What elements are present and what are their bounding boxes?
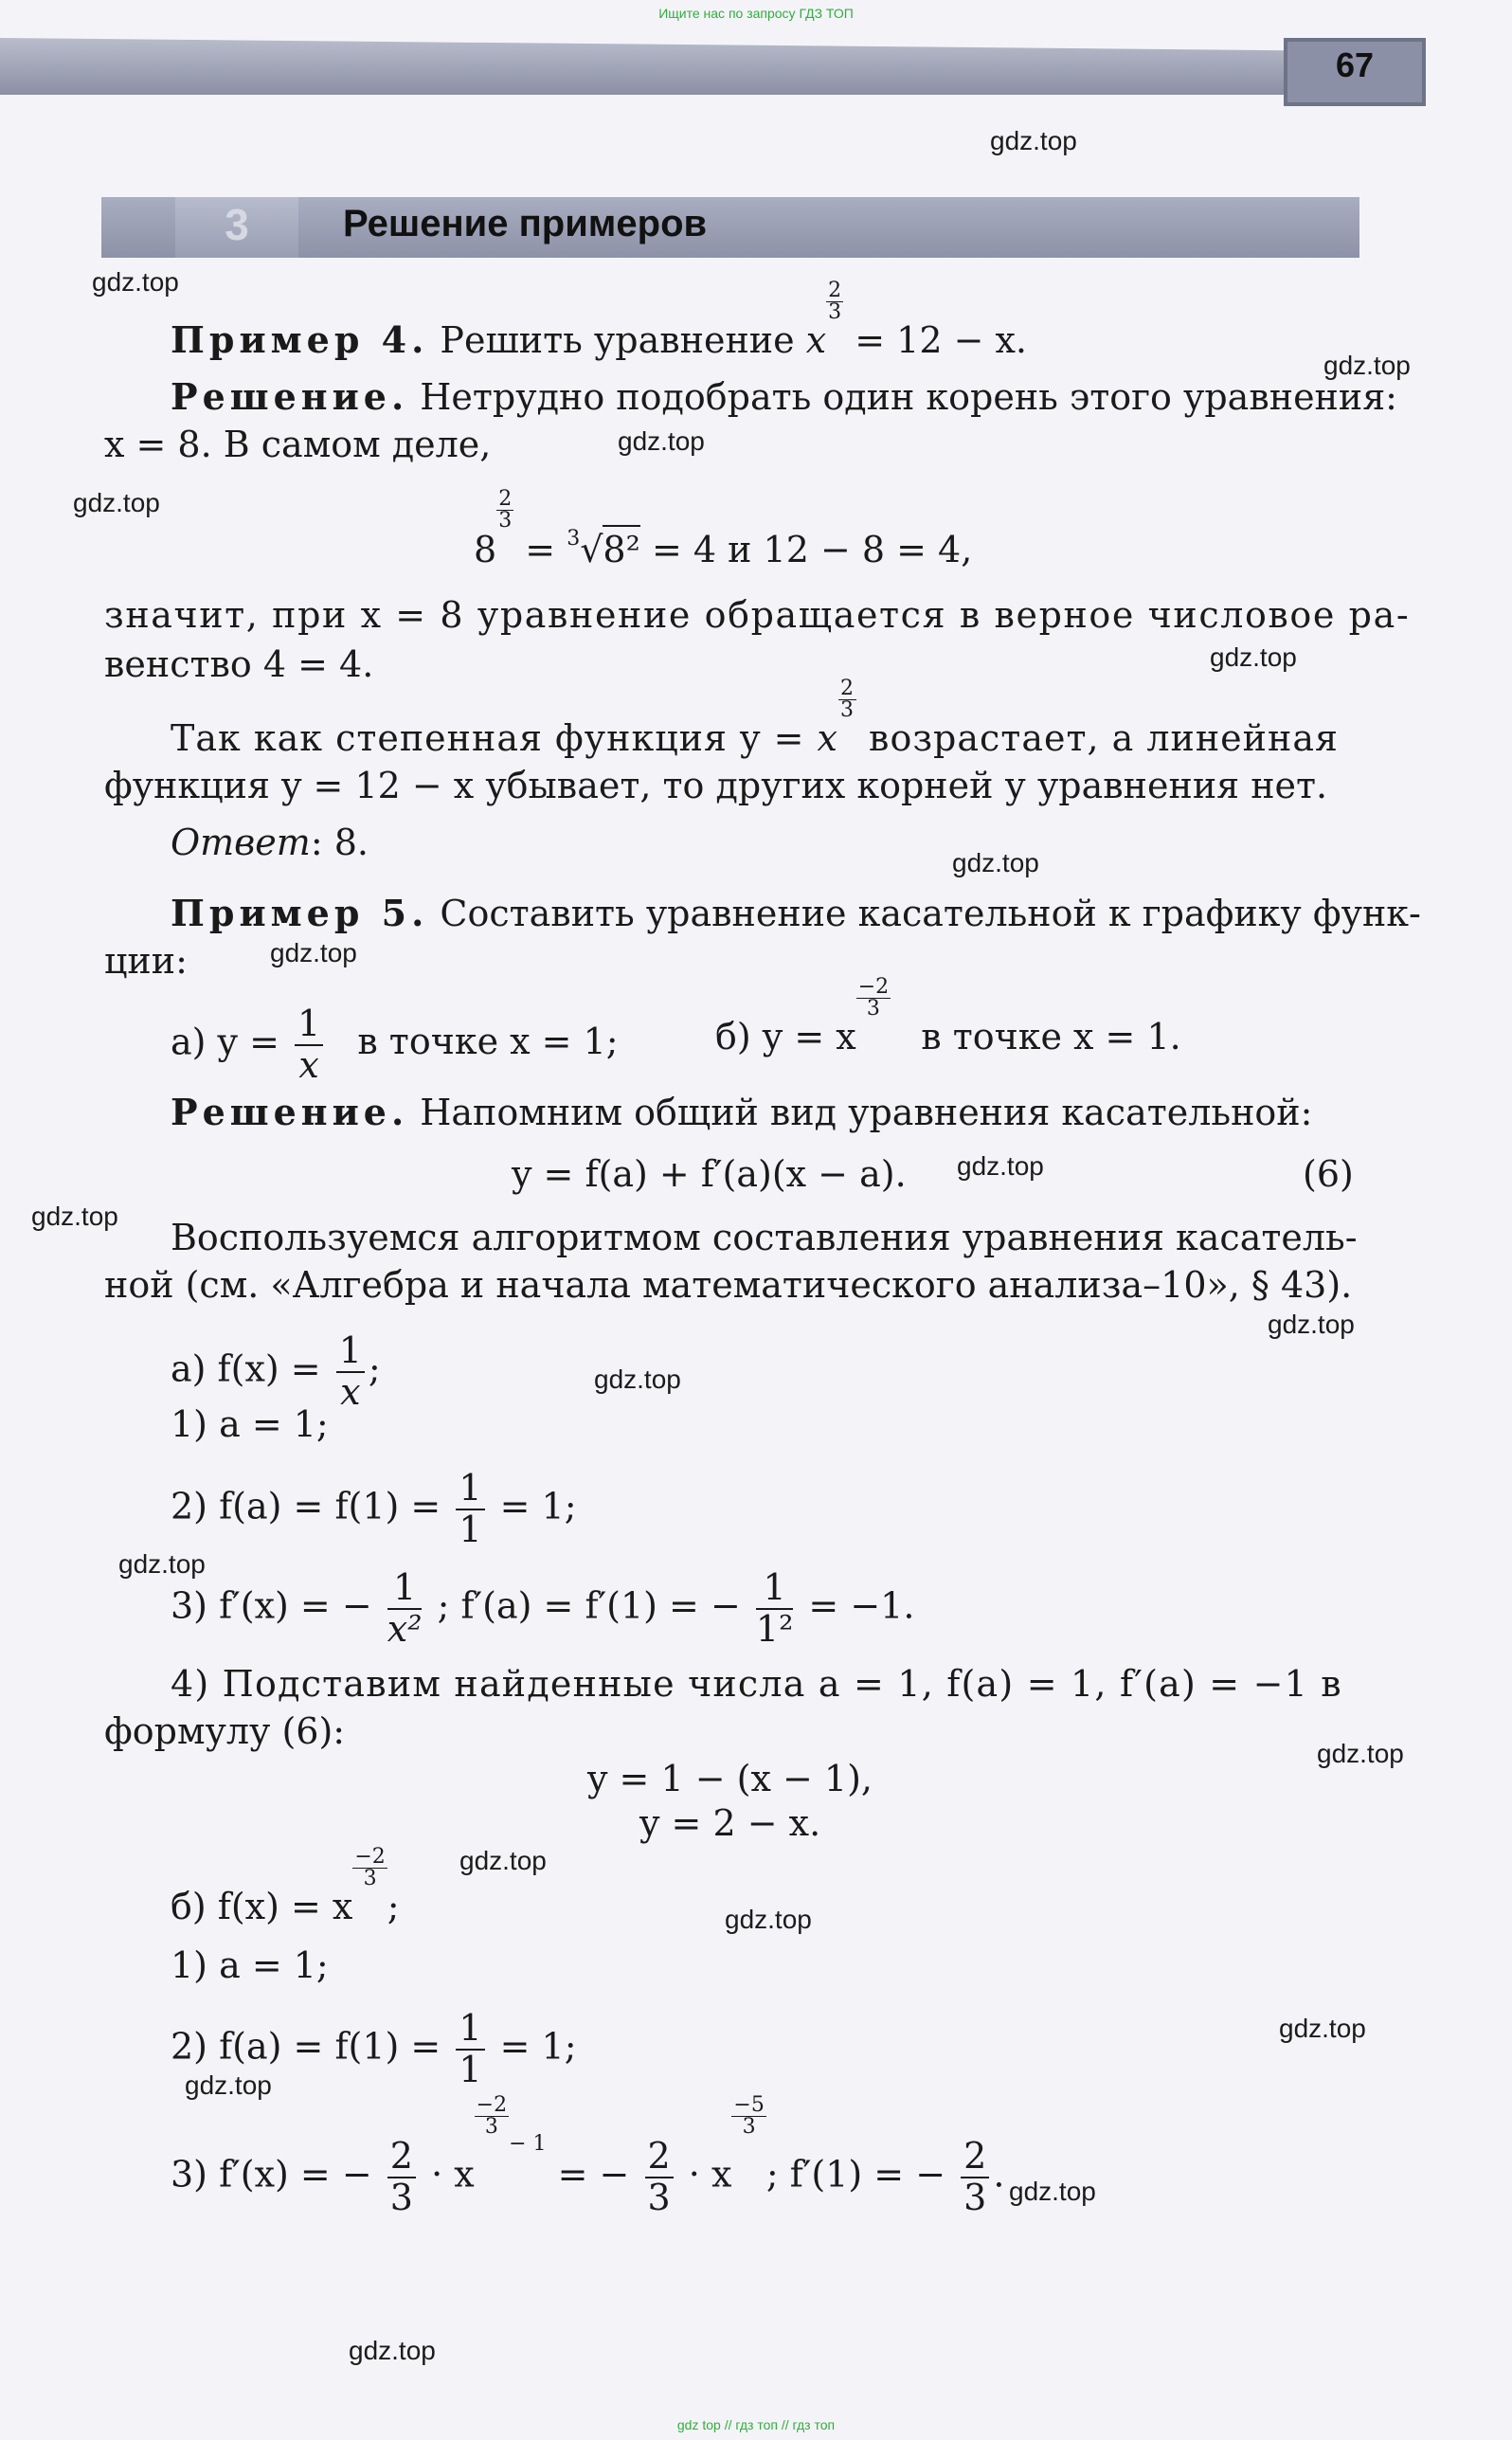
answer-label: Ответ: [171, 822, 311, 863]
radicand: 8²: [603, 525, 639, 570]
watermark: gdz.top: [725, 1905, 812, 1934]
example-4-label: Пример 4.: [171, 318, 429, 361]
case-a-result-1: y = 1 − (x − 1),: [587, 1758, 873, 1799]
tangent-formula: y = f(a) + f′(a)(x − a).: [512, 1153, 907, 1195]
example-5-task-2: ции:: [104, 940, 188, 982]
exponent-two-thirds: $\frac{2}{3}$: [828, 279, 842, 324]
watermark: gdz.top: [459, 1846, 547, 1875]
example-5-statement: [171, 892, 1421, 934]
watermark: gdz.top: [1210, 642, 1297, 672]
solution-label: Решение.: [171, 375, 409, 418]
solution-4-text-6: функция y = 12 − x убывает, то других корней у уравнения нет.: [104, 765, 1328, 806]
watermark: gdz.top: [990, 126, 1077, 155]
solution-4-text-3: значит, при x = 8 уравнение обращается в верное числовое ра-: [104, 594, 1411, 636]
solution-4-text-5: Так как степенная функция y = x $\frac{2}{3}$ возрастает, а линейная: [171, 677, 1339, 759]
exponent-neg-two-thirds-minus-one: $\frac{-2}{3}$: [476, 2093, 508, 2139]
watermark: gdz.top: [1279, 2014, 1366, 2043]
page-number: 67: [1335, 45, 1375, 84]
example-4-statement: [171, 279, 1027, 365]
watermark: gdz.top: [73, 488, 160, 517]
example-5-label: Пример 5.: [171, 892, 429, 934]
header-band: [0, 38, 1288, 95]
answer: [171, 822, 369, 863]
solution-4-eq-rest: = 4 и 12 − 8 = 4,: [651, 529, 973, 570]
fraction-one-over-x: $\frac{1}{x}$: [295, 1004, 323, 1086]
watermark: gdz.top: [1317, 1739, 1404, 1768]
example-5-task-1: Составить уравнение касательной к графику функ-: [440, 893, 1421, 934]
top-note: Ищите нас по запросу ГДЗ ТОП: [658, 6, 854, 21]
exponent-two-thirds: $\frac{2}{3}$: [839, 677, 855, 722]
watermark: gdz.top: [1323, 351, 1411, 380]
case-b-step-2: 2) f(a) = f(1) = $\frac{1}{1}$ = 1;: [171, 2007, 577, 2090]
base-eight: 8: [474, 529, 497, 570]
solution-4-text-4: венство 4 = 4.: [104, 643, 374, 685]
solution-4-text-2: x = 8. В самом деле,: [104, 424, 492, 465]
watermark: gdz.top: [92, 267, 179, 297]
solution-4-equation: 8 $\frac{2}{3}$ = $^3$√8² = 4 и 12 − 8 = 4,: [474, 487, 973, 570]
watermark: gdz.top: [957, 1151, 1044, 1181]
watermark: gdz.top: [1268, 1310, 1355, 1339]
watermark: gdz.top: [618, 426, 705, 456]
watermark: gdz.top: [1009, 2177, 1096, 2206]
watermark: gdz.top: [185, 2070, 272, 2100]
watermark: gdz.top: [270, 938, 357, 967]
example-5-b: б) y = x $\frac{-2}{3}$ в точке x = 1.: [715, 975, 1181, 1057]
case-a-step-4-line-2: формулу (6):: [104, 1710, 346, 1752]
watermark: gdz.top: [952, 848, 1039, 877]
example-4-task: Решить уравнение: [440, 319, 795, 361]
exponent-neg-two-thirds: $\frac{-2}{3}$: [857, 975, 890, 1021]
case-a-step-4-line-1: 4) Подставим найденные числа a = 1, f(a) = 1, f′(a) = −1 в: [171, 1663, 1342, 1705]
example-4-rhs: = 12 − x.: [855, 319, 1027, 361]
algorithm-text-1: Воспользуемся алгоритмом составления уравнения касатель-: [171, 1217, 1358, 1258]
exponent-neg-five-thirds: $\frac{-5}{3}$: [733, 2093, 765, 2139]
case-a-step-2: 2) f(a) = f(1) = $\frac{1}{1}$ = 1;: [171, 1467, 577, 1550]
algorithm-text-2: ной (см. «Алгебра и начала математического анализа–10», § 43).: [104, 1264, 1353, 1306]
watermark: gdz.top: [31, 1202, 118, 1231]
solution-4-line-1: [171, 375, 1397, 418]
case-b-step-3: 3) f′(x) = − $\frac{2}{3}$ · x $\frac{-2}{3}$ $^{- 1}$ = − $\frac{2}{3}$ · x $\frac{-5}{3}$ ; f′(1) = − $\frac{2}{3}$ .: [171, 2093, 1005, 2218]
tangent-formula-number: (6): [1303, 1153, 1354, 1195]
bottom-note: gdz top // гдз топ // гдз топ: [676, 2417, 836, 2432]
var-x: x: [805, 319, 827, 361]
watermark: gdz.top: [118, 1549, 206, 1579]
case-a-step-1: 1) a = 1;: [171, 1403, 329, 1445]
exponent-two-thirds: $\frac{2}{3}$: [498, 487, 513, 533]
case-a-step-3: 3) f′(x) = − $\frac{1}{\text{x²}}$ ; f′(a) = f′(1) = − $\frac{1}{\text{1²}}$ = −1.: [171, 1566, 915, 1650]
example-5-a: а) y = $\frac{1}{x}$ в точке x = 1;: [171, 1003, 619, 1086]
watermark: gdz.top: [349, 2336, 436, 2365]
solution-5-line-1: Решение. Напомним общий вид уравнения касательной:: [171, 1091, 1313, 1133]
watermark: gdz.top: [594, 1365, 681, 1394]
exponent-neg-two-thirds: $\frac{-2}{3}$: [354, 1845, 386, 1890]
section-title: Решение примеров: [343, 203, 708, 244]
answer-value: : 8.: [310, 822, 369, 863]
solution-4-text-1: Нетрудно подобрать один корень этого уравнения:: [420, 376, 1397, 418]
case-a-function: а) f(x) = $\frac{1}{x}$ ;: [171, 1329, 381, 1413]
section-number: 3: [225, 200, 249, 249]
case-a-result-2: y = 2 − x.: [639, 1802, 821, 1844]
root-index: 3: [567, 527, 581, 551]
case-b-step-1: 1) a = 1;: [171, 1944, 329, 1986]
case-b-function: б) f(x) = x $\frac{-2}{3}$ ;: [171, 1845, 400, 1927]
